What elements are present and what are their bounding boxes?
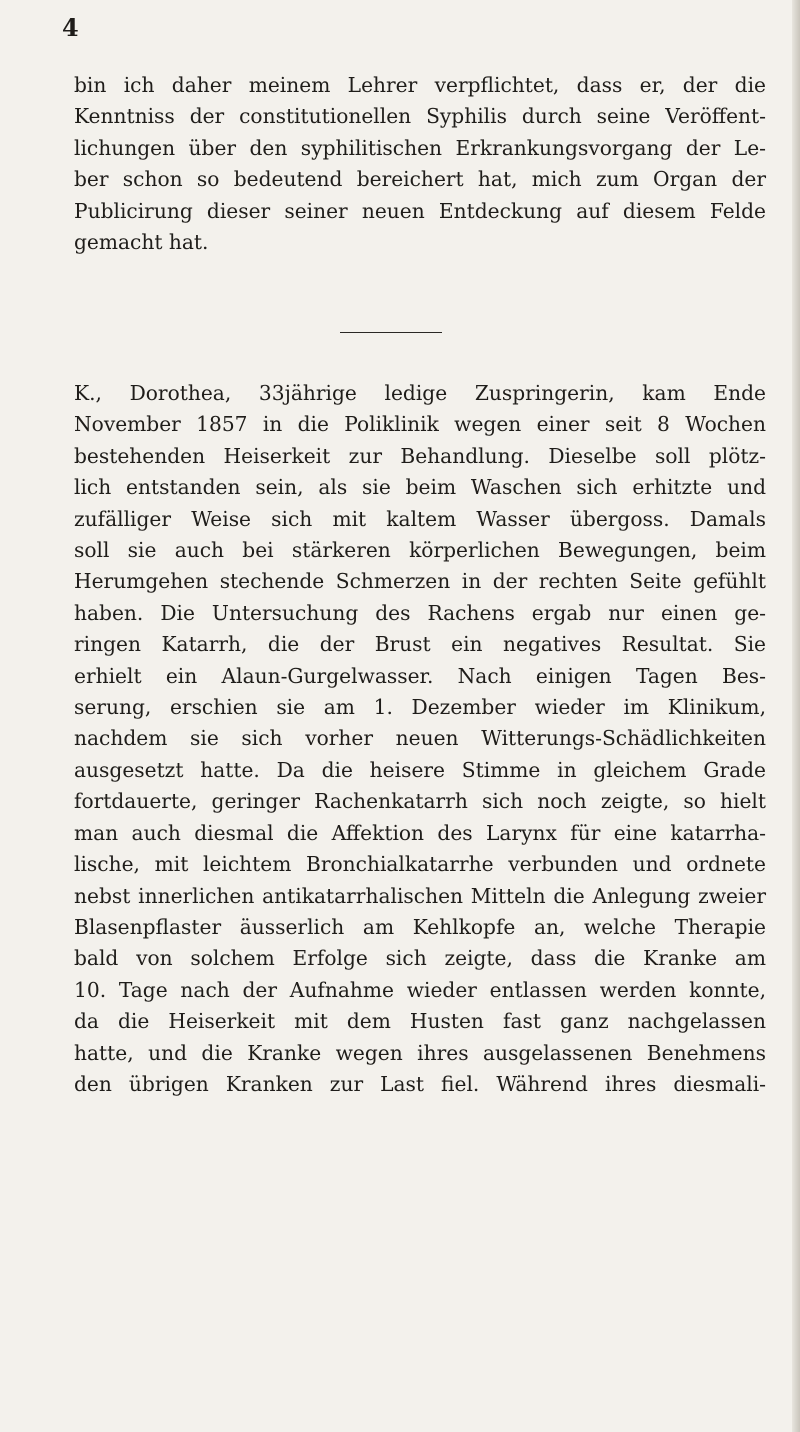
text-line: lich entstanden sein, als sie beim Waschen sich erhitzte und	[74, 475, 766, 500]
text-line: nebst innerlichen antikatarrhalischen Mitteln die Anlegung zweier	[74, 883, 766, 908]
text-line: Kenntniss der constitutionellen Syphilis durch seine Veröffent-	[74, 104, 766, 129]
text-line: Blasenpflaster äusserlich am Kehlkopfe an, welche Therapie	[74, 914, 766, 939]
text-line: ausgesetzt hatte. Da die heisere Stimme in gleichem Grade	[74, 757, 766, 782]
text-line: zufälliger Weise sich mit kaltem Wasser übergoss. Damals	[74, 506, 766, 531]
text-line: lichungen über den syphilitischen Erkrankungsvorgang der Le-	[74, 135, 766, 160]
text-line: den übrigen Kranken zur Last fiel. Während ihres diesmali-	[74, 1071, 766, 1096]
paragraph-case-report	[74, 378, 766, 1100]
text-line: Publicirung dieser seiner neuen Entdeckung auf diesem Felde	[74, 198, 766, 223]
text-line: nachdem sie sich vorher neuen Witterungs-Schädlichkeiten	[74, 726, 766, 751]
section-separator-rule	[340, 332, 442, 333]
text-line: soll sie auch bei stärkeren körperlichen Bewegungen, beim	[74, 538, 766, 563]
text-line: fortdauerte, geringer Rachenkatarrh sich noch zeigte, so hielt	[74, 789, 766, 814]
text-line: November 1857 in die Poliklinik wegen einer seit 8 Wochen	[74, 412, 766, 437]
text-line: serung, erschien sie am 1. Dezember wieder im Klinikum,	[74, 695, 766, 720]
text-line: 10. Tage nach der Aufnahme wieder entlassen werden konnte,	[74, 977, 766, 1002]
text-line: ber schon so bedeutend bereichert hat, mich zum Organ der	[74, 167, 766, 192]
text-line: lische, mit leichtem Bronchialkatarrhe verbunden und ordnete	[74, 852, 766, 877]
text-line: man auch diesmal die Affektion des Larynx für eine katarrha-	[74, 820, 766, 845]
text-line: da die Heiserkeit mit dem Husten fast ganz nachgelassen	[74, 1009, 766, 1034]
text-line: hatte, und die Kranke wegen ihres ausgelassenen Benehmens	[74, 1040, 766, 1065]
page-number: 4	[62, 13, 79, 42]
text-line: ringen Katarrh, die der Brust ein negatives Resultat. Sie	[74, 632, 766, 657]
text-line: erhielt ein Alaun-Gurgelwasser. Nach einigen Tagen Bes-	[74, 663, 766, 688]
text-line: haben. Die Untersuchung des Rachens ergab nur einen ge-	[74, 600, 766, 625]
paragraph-intro	[74, 70, 766, 258]
page-edge-shadow	[792, 0, 800, 1432]
text-line: bestehenden Heiserkeit zur Behandlung. Dieselbe soll plötz-	[74, 443, 766, 468]
text-line: bin ich daher meinem Lehrer verpflichtet, dass er, der die	[74, 73, 766, 97]
text-line: K., Dorothea, 33jährige ledige Zuspringerin, kam Ende	[74, 381, 766, 405]
text-line: Herumgehen stechende Schmerzen in der rechten Seite gefühlt	[74, 569, 766, 594]
text-line: gemacht hat.	[74, 230, 209, 255]
text-line: bald von solchem Erfolge sich zeigte, dass die Kranke am	[74, 946, 766, 971]
